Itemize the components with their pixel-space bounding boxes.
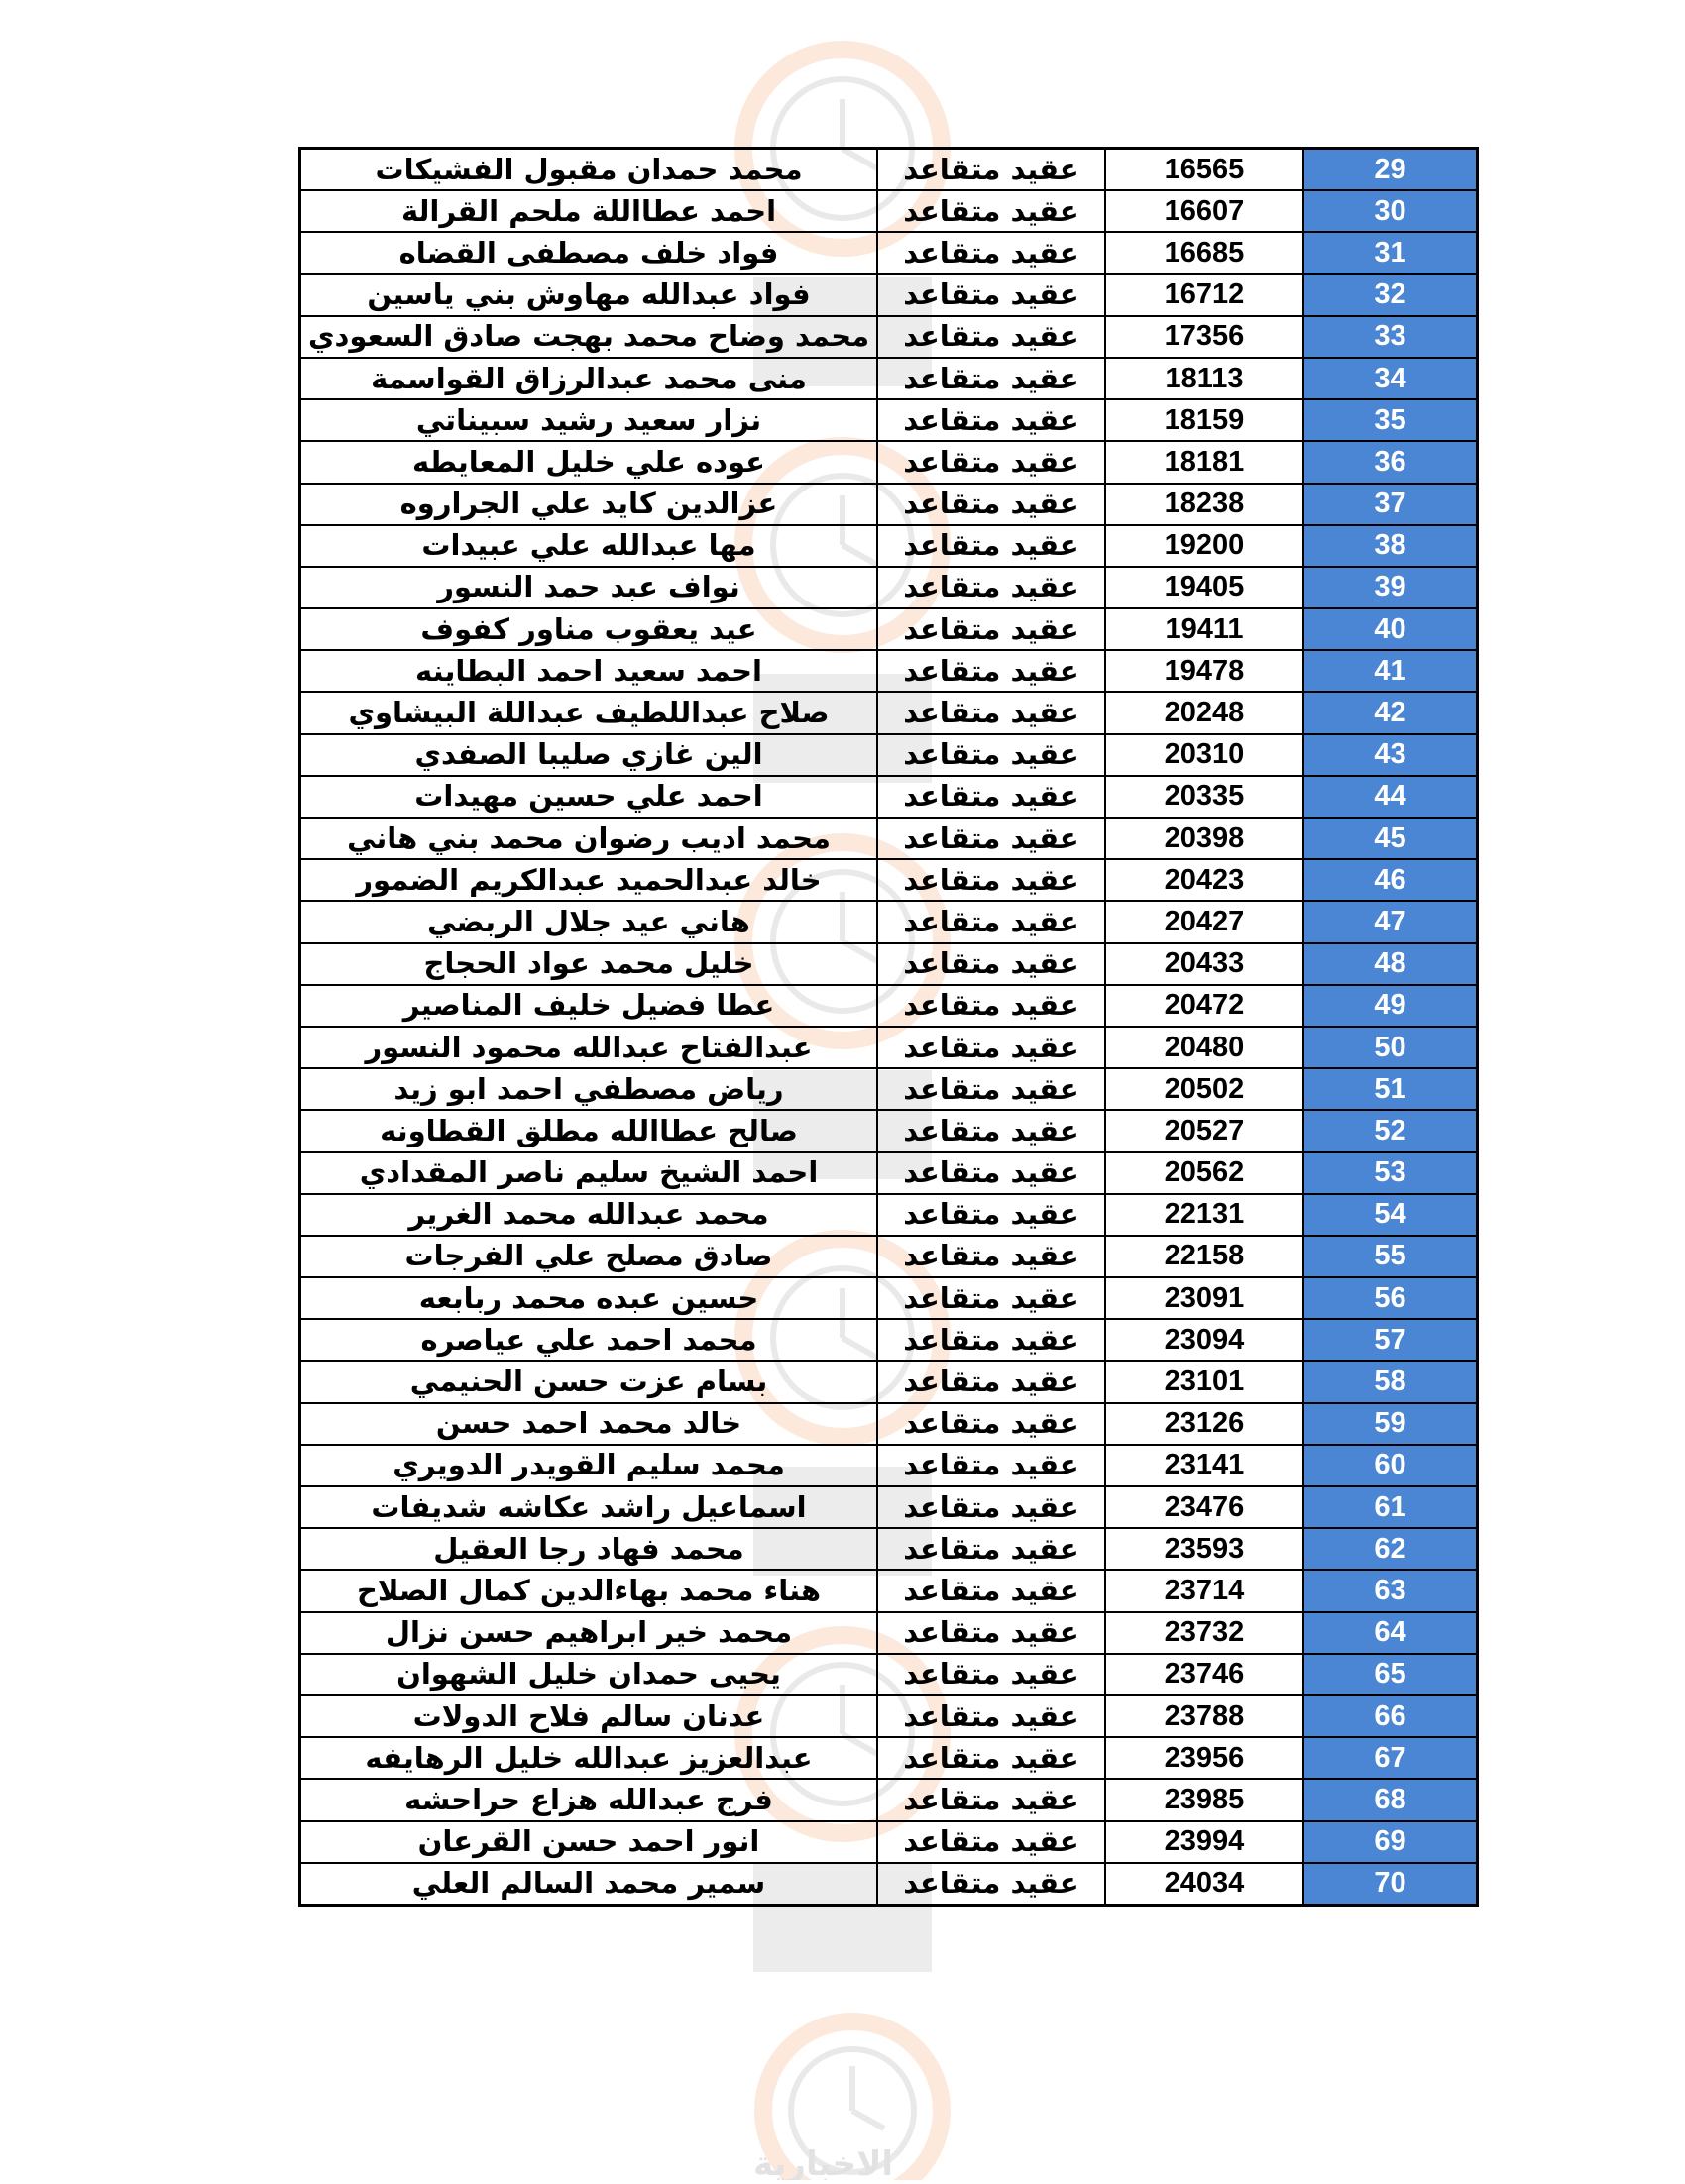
row-number-cell: 37 xyxy=(1303,484,1478,525)
table-row xyxy=(300,399,1478,441)
name-cell: هناء محمد بهاءالدين كمال الصلاح xyxy=(300,1570,878,1611)
name-cell: محمد سليم القويدر الدويري xyxy=(300,1445,878,1486)
id-number-cell: 22158 xyxy=(1105,1236,1303,1277)
name-cell: احمد الشيخ سليم ناصر المقدادي xyxy=(300,1152,878,1194)
rank-cell: عقيد متقاعد xyxy=(877,441,1105,483)
rank-cell: عقيد متقاعد xyxy=(877,1654,1105,1695)
table-row xyxy=(300,1779,1478,1820)
row-number-cell: 56 xyxy=(1303,1277,1478,1319)
table-row xyxy=(300,734,1478,776)
name-cell: هاني عيد جلال الربضي xyxy=(300,901,878,942)
id-number-cell: 22131 xyxy=(1105,1194,1303,1236)
table-row xyxy=(300,1445,1478,1486)
rank-cell: عقيد متقاعد xyxy=(877,232,1105,273)
id-number-cell: 16712 xyxy=(1105,274,1303,316)
row-number-cell: 65 xyxy=(1303,1654,1478,1695)
rank-cell: عقيد متقاعد xyxy=(877,525,1105,567)
name-cell: محمد وضاح محمد بهجت صادق السعودي xyxy=(300,316,878,358)
id-number-cell: 20310 xyxy=(1105,734,1303,776)
id-number-cell: 20480 xyxy=(1105,1027,1303,1068)
table-row xyxy=(300,1403,1478,1445)
table-row xyxy=(300,1528,1478,1570)
row-number-cell: 45 xyxy=(1303,818,1478,859)
id-number-cell: 20248 xyxy=(1105,692,1303,733)
rank-cell: عقيد متقاعد xyxy=(877,1445,1105,1486)
rank-cell: عقيد متقاعد xyxy=(877,316,1105,358)
name-cell: يحيى حمدان خليل الشهوان xyxy=(300,1654,878,1695)
table-row xyxy=(300,1737,1478,1779)
row-number-cell: 46 xyxy=(1303,859,1478,901)
name-cell: بسام عزت حسن الحنيمي xyxy=(300,1361,878,1402)
row-number-cell: 34 xyxy=(1303,358,1478,399)
name-cell: عوده علي خليل المعايطه xyxy=(300,441,878,483)
row-number-cell: 55 xyxy=(1303,1236,1478,1277)
rank-cell: عقيد متقاعد xyxy=(877,1110,1105,1151)
name-cell: نزار سعيد رشيد سبيناتي xyxy=(300,399,878,441)
name-cell: حسين عبده محمد ربابعه xyxy=(300,1277,878,1319)
row-number-cell: 40 xyxy=(1303,608,1478,650)
name-cell: محمد عبدالله محمد الغرير xyxy=(300,1194,878,1236)
name-cell: مها عبدالله علي عبيدات xyxy=(300,525,878,567)
rank-cell: عقيد متقاعد xyxy=(877,1863,1105,1906)
table-row xyxy=(300,901,1478,942)
table-row xyxy=(300,1068,1478,1110)
watermark-logo-bottom xyxy=(694,2012,991,2180)
name-cell: محمد احمد علي عياصره xyxy=(300,1319,878,1361)
row-number-cell: 33 xyxy=(1303,316,1478,358)
row-number-cell: 43 xyxy=(1303,734,1478,776)
id-number-cell: 20502 xyxy=(1105,1068,1303,1110)
row-number-cell: 49 xyxy=(1303,985,1478,1027)
id-number-cell: 20398 xyxy=(1105,818,1303,859)
row-number-cell: 59 xyxy=(1303,1403,1478,1445)
rank-cell: عقيد متقاعد xyxy=(877,1612,1105,1654)
table-row xyxy=(300,1110,1478,1151)
table-row xyxy=(300,149,1478,191)
table-row xyxy=(300,1194,1478,1236)
id-number-cell: 19478 xyxy=(1105,650,1303,692)
row-number-cell: 29 xyxy=(1303,149,1478,191)
name-cell: عزالدين كايد علي الجراروه xyxy=(300,484,878,525)
id-number-cell: 24034 xyxy=(1105,1863,1303,1906)
rank-cell: عقيد متقاعد xyxy=(877,484,1105,525)
name-cell: عدنان سالم فلاح الدولات xyxy=(300,1695,878,1737)
rank-cell: عقيد متقاعد xyxy=(877,567,1105,608)
table-row xyxy=(300,567,1478,608)
name-cell: خالد عبدالحميد عبدالكريم الضمور xyxy=(300,859,878,901)
rank-cell: عقيد متقاعد xyxy=(877,190,1105,232)
id-number-cell: 19411 xyxy=(1105,608,1303,650)
id-number-cell: 23094 xyxy=(1105,1319,1303,1361)
rank-cell: عقيد متقاعد xyxy=(877,818,1105,859)
row-number-cell: 70 xyxy=(1303,1863,1478,1906)
name-cell: نواف عبد حمد النسور xyxy=(300,567,878,608)
rank-cell: عقيد متقاعد xyxy=(877,1821,1105,1863)
id-number-cell: 20423 xyxy=(1105,859,1303,901)
table-row xyxy=(300,776,1478,818)
rank-cell: عقيد متقاعد xyxy=(877,859,1105,901)
id-number-cell: 16607 xyxy=(1105,190,1303,232)
table-row xyxy=(300,484,1478,525)
rank-cell: عقيد متقاعد xyxy=(877,1027,1105,1068)
rank-cell: عقيد متقاعد xyxy=(877,608,1105,650)
table-row xyxy=(300,692,1478,733)
id-number-cell: 19200 xyxy=(1105,525,1303,567)
table-row xyxy=(300,190,1478,232)
row-number-cell: 51 xyxy=(1303,1068,1478,1110)
row-number-cell: 54 xyxy=(1303,1194,1478,1236)
row-number-cell: 50 xyxy=(1303,1027,1478,1068)
name-cell: صالح عطاالله مطلق القطاونه xyxy=(300,1110,878,1151)
row-number-cell: 68 xyxy=(1303,1779,1478,1820)
table-row xyxy=(300,1863,1478,1906)
row-number-cell: 41 xyxy=(1303,650,1478,692)
name-cell: فواد عبدالله مهاوش بني ياسين xyxy=(300,274,878,316)
id-number-cell: 23091 xyxy=(1105,1277,1303,1319)
table-row xyxy=(300,1570,1478,1611)
rank-cell: عقيد متقاعد xyxy=(877,358,1105,399)
name-cell: خالد محمد احمد حسن xyxy=(300,1403,878,1445)
id-number-cell: 20562 xyxy=(1105,1152,1303,1194)
table-row xyxy=(300,274,1478,316)
id-number-cell: 18238 xyxy=(1105,484,1303,525)
name-cell: رياض مصطفي احمد ابو زيد xyxy=(300,1068,878,1110)
id-number-cell: 23788 xyxy=(1105,1695,1303,1737)
table-row xyxy=(300,1361,1478,1402)
rank-cell: عقيد متقاعد xyxy=(877,1319,1105,1361)
name-cell: صادق مصلح علي الفرجات xyxy=(300,1236,878,1277)
rank-cell: عقيد متقاعد xyxy=(877,1152,1105,1194)
table-row xyxy=(300,650,1478,692)
name-cell: صلاح عبداللطيف عبداللة البيشاوي xyxy=(300,692,878,733)
table-row xyxy=(300,608,1478,650)
rank-cell: عقيد متقاعد xyxy=(877,1695,1105,1737)
rank-cell: عقيد متقاعد xyxy=(877,650,1105,692)
name-cell: خليل محمد عواد الحجاج xyxy=(300,943,878,985)
id-number-cell: 23746 xyxy=(1105,1654,1303,1695)
table-row xyxy=(300,358,1478,399)
row-number-cell: 58 xyxy=(1303,1361,1478,1402)
name-cell: عيد يعقوب مناور كفوف xyxy=(300,608,878,650)
id-number-cell: 23994 xyxy=(1105,1821,1303,1863)
id-number-cell: 18181 xyxy=(1105,441,1303,483)
name-cell: احمد سعيد احمد البطاينه xyxy=(300,650,878,692)
rank-cell: عقيد متقاعد xyxy=(877,985,1105,1027)
rank-cell: عقيد متقاعد xyxy=(877,1403,1105,1445)
row-number-cell: 44 xyxy=(1303,776,1478,818)
table-row xyxy=(300,525,1478,567)
name-cell: الين غازي صليبا الصفدي xyxy=(300,734,878,776)
watermark-brand-text: الاخبارية xyxy=(753,2144,894,2180)
name-cell: فرج عبدالله هزاع حراحشه xyxy=(300,1779,878,1820)
table-row xyxy=(300,1695,1478,1737)
row-number-cell: 66 xyxy=(1303,1695,1478,1737)
row-number-cell: 42 xyxy=(1303,692,1478,733)
id-number-cell: 18113 xyxy=(1105,358,1303,399)
row-number-cell: 31 xyxy=(1303,232,1478,273)
name-cell: سمير محمد السالم العلي xyxy=(300,1863,878,1906)
rank-cell: عقيد متقاعد xyxy=(877,1068,1105,1110)
row-number-cell: 52 xyxy=(1303,1110,1478,1151)
name-cell: محمد فهاد رجا العقيل xyxy=(300,1528,878,1570)
row-number-cell: 67 xyxy=(1303,1737,1478,1779)
rank-cell: عقيد متقاعد xyxy=(877,1194,1105,1236)
rank-cell: عقيد متقاعد xyxy=(877,1779,1105,1820)
row-number-cell: 36 xyxy=(1303,441,1478,483)
id-number-cell: 18159 xyxy=(1105,399,1303,441)
table-row xyxy=(300,985,1478,1027)
table-row xyxy=(300,1319,1478,1361)
rank-cell: عقيد متقاعد xyxy=(877,274,1105,316)
rank-cell: عقيد متقاعد xyxy=(877,943,1105,985)
rank-cell: عقيد متقاعد xyxy=(877,1486,1105,1528)
id-number-cell: 19405 xyxy=(1105,567,1303,608)
table-row xyxy=(300,1612,1478,1654)
name-cell: منى محمد عبدالرزاق القواسمة xyxy=(300,358,878,399)
id-number-cell: 23101 xyxy=(1105,1361,1303,1402)
table-row xyxy=(300,1821,1478,1863)
name-cell: عبدالعزيز عبدالله خليل الرهايفه xyxy=(300,1737,878,1779)
row-number-cell: 57 xyxy=(1303,1319,1478,1361)
id-number-cell: 23593 xyxy=(1105,1528,1303,1570)
rank-cell: عقيد متقاعد xyxy=(877,1570,1105,1611)
rank-cell: عقيد متقاعد xyxy=(877,692,1105,733)
id-number-cell: 20335 xyxy=(1105,776,1303,818)
table-row xyxy=(300,1027,1478,1068)
table-row xyxy=(300,441,1478,483)
table-row xyxy=(300,1277,1478,1319)
id-number-cell: 16565 xyxy=(1105,149,1303,191)
table-row xyxy=(300,1152,1478,1194)
name-cell: احمد علي حسين مهيدات xyxy=(300,776,878,818)
rank-cell: عقيد متقاعد xyxy=(877,734,1105,776)
rank-cell: عقيد متقاعد xyxy=(877,1528,1105,1570)
name-cell: عطا فضيل خليف المناصير xyxy=(300,985,878,1027)
row-number-cell: 30 xyxy=(1303,190,1478,232)
row-number-cell: 69 xyxy=(1303,1821,1478,1863)
row-number-cell: 48 xyxy=(1303,943,1478,985)
id-number-cell: 23732 xyxy=(1105,1612,1303,1654)
id-number-cell: 20427 xyxy=(1105,901,1303,942)
row-number-cell: 39 xyxy=(1303,567,1478,608)
name-cell: انور احمد حسن القرعان xyxy=(300,1821,878,1863)
row-number-cell: 47 xyxy=(1303,901,1478,942)
rank-cell: عقيد متقاعد xyxy=(877,149,1105,191)
table-row xyxy=(300,232,1478,273)
rank-cell: عقيد متقاعد xyxy=(877,1361,1105,1402)
retirees-table xyxy=(298,147,1479,1907)
id-number-cell: 23714 xyxy=(1105,1570,1303,1611)
row-number-cell: 62 xyxy=(1303,1528,1478,1570)
id-number-cell: 23476 xyxy=(1105,1486,1303,1528)
name-cell: احمد عطااللة ملحم القرالة xyxy=(300,190,878,232)
rank-cell: عقيد متقاعد xyxy=(877,901,1105,942)
id-number-cell: 23956 xyxy=(1105,1737,1303,1779)
table-row xyxy=(300,818,1478,859)
name-cell: محمد خير ابراهيم حسن نزال xyxy=(300,1612,878,1654)
table-row xyxy=(300,1486,1478,1528)
row-number-cell: 38 xyxy=(1303,525,1478,567)
rank-cell: عقيد متقاعد xyxy=(877,1277,1105,1319)
id-number-cell: 23985 xyxy=(1105,1779,1303,1820)
row-number-cell: 64 xyxy=(1303,1612,1478,1654)
table-row xyxy=(300,859,1478,901)
name-cell: محمد اديب رضوان محمد بني هاني xyxy=(300,818,878,859)
rank-cell: عقيد متقاعد xyxy=(877,399,1105,441)
rank-cell: عقيد متقاعد xyxy=(877,776,1105,818)
id-number-cell: 20527 xyxy=(1105,1110,1303,1151)
id-number-cell: 17356 xyxy=(1105,316,1303,358)
id-number-cell: 20472 xyxy=(1105,985,1303,1027)
table-row xyxy=(300,316,1478,358)
row-number-cell: 61 xyxy=(1303,1486,1478,1528)
row-number-cell: 35 xyxy=(1303,399,1478,441)
table-row xyxy=(300,943,1478,985)
row-number-cell: 32 xyxy=(1303,274,1478,316)
rank-cell: عقيد متقاعد xyxy=(877,1236,1105,1277)
id-number-cell: 20433 xyxy=(1105,943,1303,985)
name-cell: عبدالفتاح عبدالله محمود النسور xyxy=(300,1027,878,1068)
row-number-cell: 63 xyxy=(1303,1570,1478,1611)
id-number-cell: 23126 xyxy=(1105,1403,1303,1445)
id-number-cell: 16685 xyxy=(1105,232,1303,273)
id-number-cell: 23141 xyxy=(1105,1445,1303,1486)
rank-cell: عقيد متقاعد xyxy=(877,1737,1105,1779)
row-number-cell: 53 xyxy=(1303,1152,1478,1194)
name-cell: فواد خلف مصطفى القضاه xyxy=(300,232,878,273)
table-row xyxy=(300,1236,1478,1277)
table-row xyxy=(300,1654,1478,1695)
name-cell: اسماعيل راشد عكاشه شديفات xyxy=(300,1486,878,1528)
row-number-cell: 60 xyxy=(1303,1445,1478,1486)
table-body xyxy=(300,149,1478,1906)
name-cell: محمد حمدان مقبول الفشيكات xyxy=(300,149,878,191)
